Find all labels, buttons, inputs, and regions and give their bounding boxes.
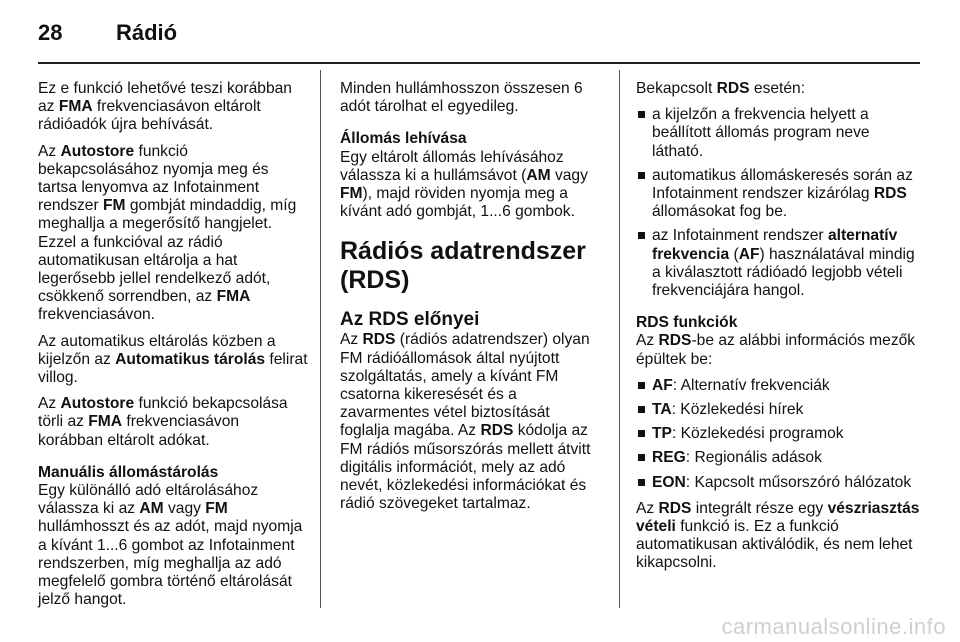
paragraph-manual-store: Egy különálló adó eltárolásához válassza ki az AM vagy FM hullámhosszt és az adót, majd nyomja a kívánt 1...6 gombot az Infotainment rendszerben, míg meghallja az adó megfelelő gombra történő eltárolását jelző hangot. xyxy=(38,482,303,609)
column-1 xyxy=(38,80,308,617)
list-item: a kijelzőn a frekvencia helyett a beállított állomás program neve látható. xyxy=(636,106,922,161)
column-divider-2 xyxy=(619,70,620,608)
list-item: REG: Regionális adások xyxy=(636,449,922,467)
list-item: az Infotainment rendszer alternatív frekvencia (AF) használatával mindig a kiválasztott rádióadó legjobb vételi frekvenciájára hangol. xyxy=(636,227,922,300)
paragraph-rds-description: Az RDS (rádiós adatrendszer) olyan FM rádióállomások által nyújtott szolgáltatás, amely a kívánt FM csatorna kikeresését és a zavarmentes vétel biztosítását foglalja magába. Az RDS kódolja az FM rádiós műsorszórás mellett átvitt digitális információt, mely az adó nevét, közlekedési információkat és rádió szövegeket tartalmaz. xyxy=(340,331,591,513)
paragraph-store-limit: Minden hullámhosszon összesen 6 adót tárolhat el egyedileg. xyxy=(340,80,583,116)
paragraph-rds-on: Bekapcsolt RDS esetén: xyxy=(636,80,806,97)
paragraph-rds-fields: Az RDS-be az alábbi információs mezők épültek be: xyxy=(636,332,916,368)
column-2 xyxy=(340,80,602,521)
list-item: TA: Közlekedési hírek xyxy=(636,401,922,419)
subheading-rds-functions: RDS funkciók xyxy=(636,314,738,332)
list-item: TP: Közlekedési programok xyxy=(636,425,922,443)
page-number: 28 xyxy=(38,20,63,45)
rds-effects-list xyxy=(636,106,922,300)
column-divider-1 xyxy=(320,70,321,608)
subsection-heading-rds-benefits: Az RDS előnyei xyxy=(340,309,480,331)
list-item: automatikus állomáskeresés során az Infotainment rendszer kizárólag RDS állomásokat fog be. xyxy=(636,167,922,222)
paragraph-fma-intro: Ez e funkció lehetővé teszi korábban az FMA frekvenciasávon eltárolt rádióadók újra behívását. xyxy=(38,80,292,134)
section-heading-rds: Rádiós adatrendszer (RDS) xyxy=(340,237,586,295)
watermark: carmanualsonline.info xyxy=(721,614,946,639)
paragraph-autostore-display: Az automatikus eltárolás közben a kijelzőn az Automatikus tárolás felirat villog. xyxy=(38,332,308,387)
paragraph-autostore: Az Autostore funkció bekapcsolásához nyomja meg és tartsa lenyomva az Infotainment rendszer FM gombját mindaddig, míg meghallja a megerősítő hangjelet. Ezzel a funkcióval az rádió automatikusan eltárolja a hat legerősebb jellel rendelkező adót, csökkenő sorrendben, az FMA frekvenciasávon. xyxy=(38,142,297,324)
column-3 xyxy=(636,80,922,581)
subheading-manual-store: Manuális állomástárolás xyxy=(38,463,219,481)
list-item: EON: Kapcsolt műsorszóró hálózatok xyxy=(636,474,922,492)
paragraph-recall: Egy eltárolt állomás lehívásához válassza ki a hullámsávot (AM vagy FM), majd röviden nyomja meg a kívánt adó gombját, 1...6 gombok. xyxy=(340,148,588,221)
rds-fields-list xyxy=(636,377,922,492)
page-title: Rádió xyxy=(116,20,178,45)
subheading-recall: Állomás lehívása xyxy=(340,130,467,148)
paragraph-emergency: Az RDS integrált része egy vészriasztás vételi funkció is. Ez a funkció automatikusan aktiválódik, és nem lehet kikapcsolni. xyxy=(636,499,920,572)
paragraph-autostore-delete: Az Autostore funkció bekapcsolása törli az FMA frekvenciasávon korábban eltárolt adókat. xyxy=(38,395,288,449)
header-rule xyxy=(38,62,920,64)
list-item: AF: Alternatív frekvenciák xyxy=(636,377,922,395)
